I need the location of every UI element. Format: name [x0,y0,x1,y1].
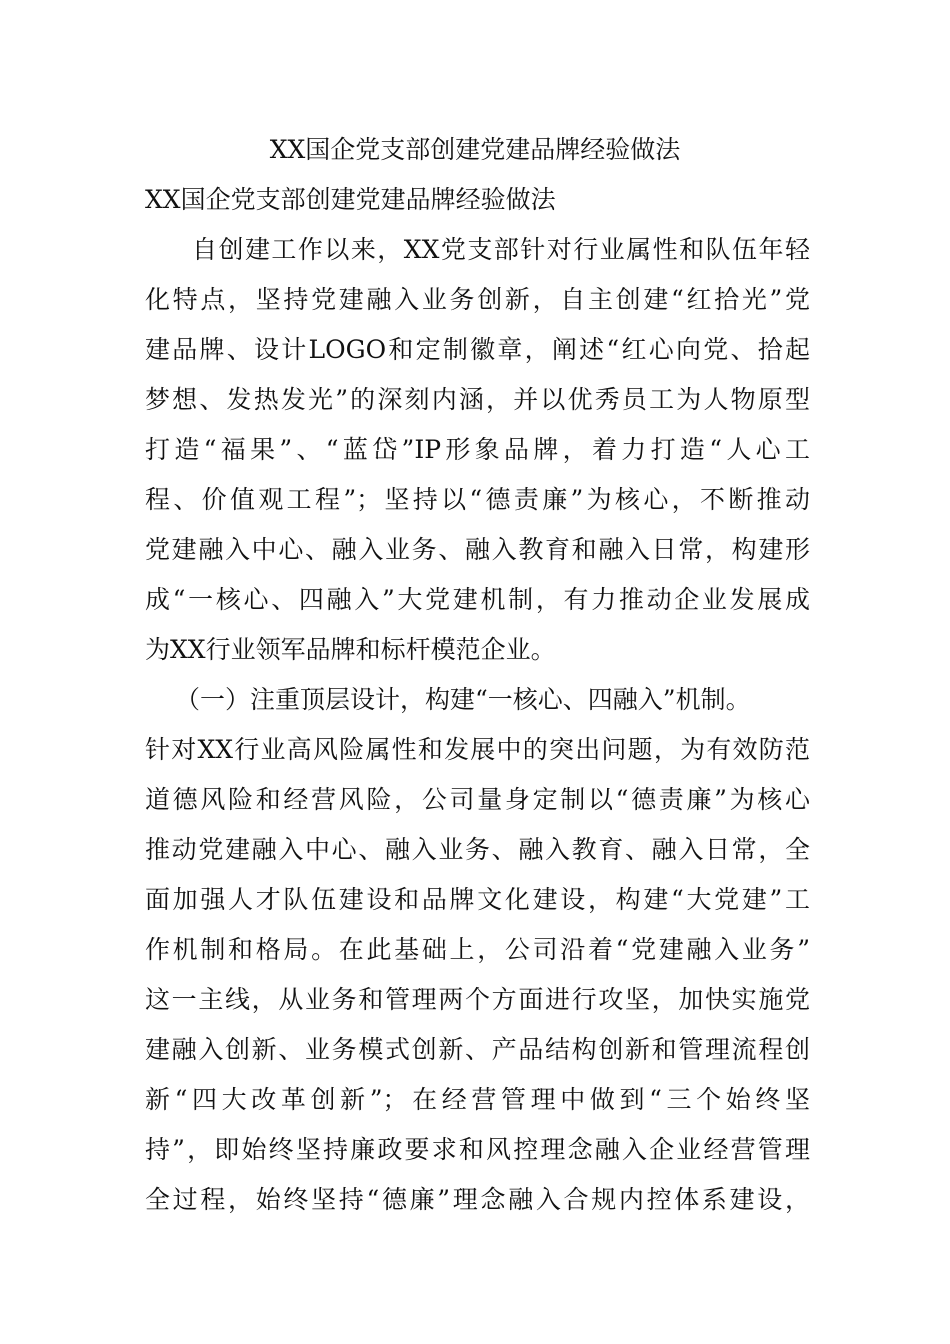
paragraph-line: 全过程，始终坚持“德廉”理念融入合规内控体系建设， [145,1185,810,1214]
paragraph-line: 成“一核心、四融入”大党建机制，有力推动企业发展成 [145,585,810,614]
paragraph-line: 推动党建融入中心、融入业务、融入教育、融入日常，全 [145,835,810,864]
paragraph-line: 程、价值观工程”；坚持以“德责廉”为核心，不断推动 [145,485,810,514]
paragraph-line: 这一主线，从业务和管理两个方面进行攻坚，加快实施党 [145,985,810,1014]
paragraph-line: 新“四大改革创新”；在经营管理中做到“三个始终坚 [145,1085,810,1114]
paragraph-line: 针对XX行业高风险属性和发展中的突出问题，为有效防范 [145,735,810,764]
paragraph-line: 党建融入中心、融入业务、融入教育和融入日常，构建形 [145,535,810,564]
paragraph-line: 建融入创新、业务模式创新、产品结构创新和管理流程创 [145,1035,810,1064]
document-subtitle: XX国企党支部创建党建品牌经验做法 [145,185,556,214]
section-heading: （一）注重顶层设计，构建“一核心、四融入”机制。 [175,685,751,714]
paragraph-line: 化特点，坚持党建融入业务创新，自主创建“红拾光”党 [145,285,810,314]
paragraph-line: 作机制和格局。在此基础上，公司沿着“党建融入业务” [145,935,810,964]
paragraph-line: 面加强人才队伍建设和品牌文化建设，构建“大党建”工 [145,885,810,914]
document-title: XX国企党支部创建党建品牌经验做法 [269,135,681,164]
paragraph-line: 建品牌、设计LOGO和定制徽章，阐述“红心向党、拾起 [145,335,810,364]
paragraph-line: 持”，即始终坚持廉政要求和风控理念融入企业经营管理 [145,1135,810,1164]
paragraph-line: 自创建工作以来，XX党支部针对行业属性和队伍年轻 [192,235,810,264]
paragraph-line: 打造“福果”、“蓝岱”IP形象品牌，着力打造“人心工 [145,435,810,464]
paragraph-line: 梦想、发热发光”的深刻内涵，并以优秀员工为人物原型 [145,385,810,414]
paragraph-line: 道德风险和经营风险，公司量身定制以“德责廉”为核心 [145,785,810,814]
paragraph-line: 为XX行业领军品牌和标杆模范企业。 [145,635,556,664]
